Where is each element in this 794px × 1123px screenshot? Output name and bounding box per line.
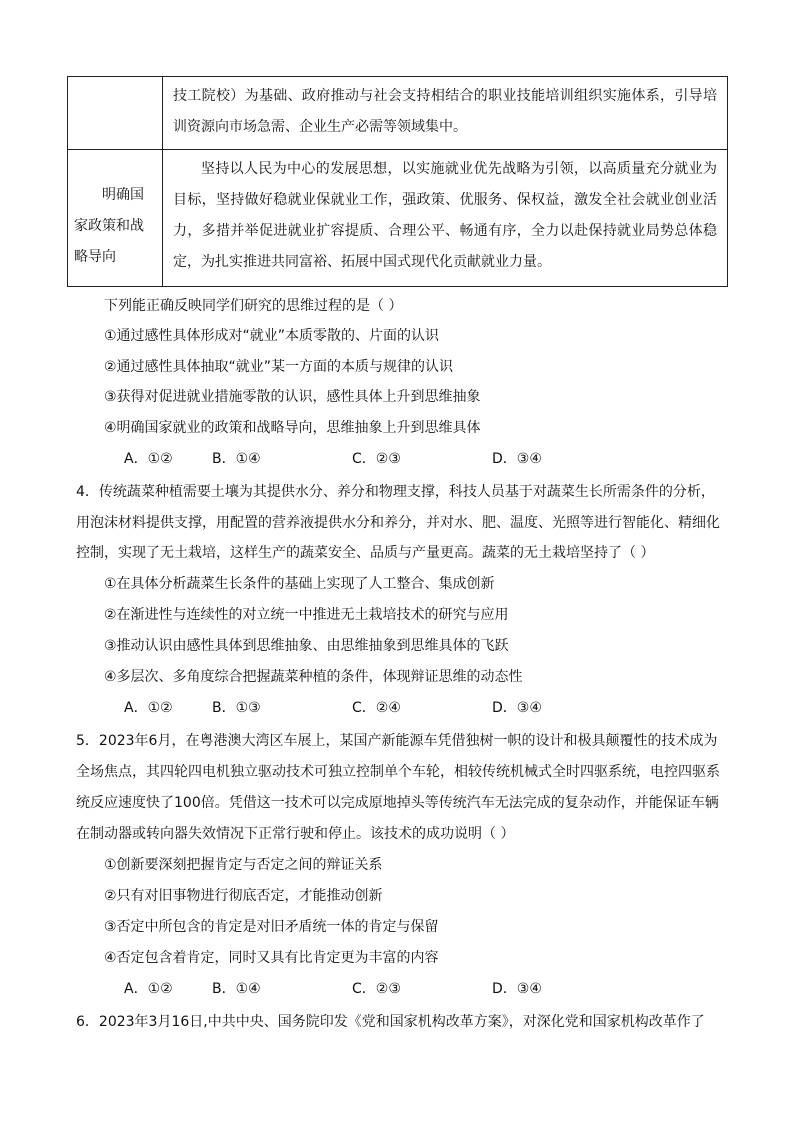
q4-option-4: ④多层次、多角度综合把握蔬菜种植的条件，体现辩证思维的动态性 [104,669,523,685]
q4-choice-d: D．③④ [492,700,542,716]
q4-choice-a: A．①② [124,700,173,716]
q3-choice-b: B．①④ [212,451,261,467]
q5-choice-b: B．①④ [212,981,261,997]
q3-option-2: ②通过感性具体抽取“就业”某一方面的本质与规律的认识 [104,359,454,375]
table-row [68,77,728,150]
q3-stem: 下列能正确反映同学们研究的思维过程的是（ ） [104,298,403,314]
q5-option-3: ③否定中所包含的肯定是对旧矛盾统一体的肯定与保留 [104,919,439,935]
q4-option-2: ②在渐进性与连续性的对立统一中推进无土栽培技术的研究与应用 [104,607,509,623]
q5-stem-line-3: 统反应速度快了100倍。凭借这一技术可以完成原地掉头等传统汽车无法完成的复杂动作，并能保证车辆 [76,795,719,811]
q5-option-4: ④否定包含着肯定，同时又具有比肯定更为丰富的内容 [104,950,439,966]
table-cell-empty [68,77,163,150]
q5-stem-line-4: 在制动器或转向器失效情况下正常行驶和停止。该技术的成功说明（ ） [76,826,515,842]
q4-stem-line-2: 用泡沫材料提供支撑，用配置的营养液提供水分和养分，并对水、肥、温度、光照等进行智能化、精细化 [76,515,720,531]
table-row2-label: 明确国家政策和战略导向 [74,187,144,265]
q5-stem-line-2: 全场焦点，其四轮四电机独立驱动技术可独立控制单个车轮，相较传统机械式全时四驱系统，电控四驱系 [76,764,720,780]
q5-choice-a: A．①② [124,981,173,997]
q5-option-2: ②只有对旧事物进行彻底否定，才能推动创新 [104,888,383,904]
q3-choice-a: A．①② [124,451,173,467]
q5-stem-line-1: 5．2023年6月，在粤港澳大湾区车展上，某国产新能源车凭借独树一帜的设计和极具颠覆性的技术成为 [76,733,718,749]
table-cell [163,150,728,287]
q5-option-1: ①创新要深刻把握肯定与否定之间的辩证关系 [104,857,383,873]
q5-choice-d: D．③④ [492,981,542,997]
table-cell [68,150,163,287]
q4-stem-line-1: 4．传统蔬菜种植需要土壤为其提供水分、养分和物理支撑，科技人员基于对蔬菜生长所需条件的分析， [76,484,715,500]
table-row2-text: 坚持以人民为中心的发展思想，以实施就业优先战略为引领，以高质量充分就业为目标，坚持做好稳就业保就业工作，强政策、优服务、保权益，激发全社会就业创业活力，多措并举促进就业扩容提质、合理公平、畅通有序，全力以赴保持就业局势总体稳定，为扎实推进共同富裕、拓展中国式现代化贡献就业力量。 [173,161,717,270]
q4-option-1: ①在具体分析蔬菜生长条件的基础上实现了人工整合、集成创新 [104,576,495,592]
table-row1-text: 技工院校）为基础、政府推动与社会支持相结合的职业技能培训组织实施体系，引导培训资源向市场急需、企业生产必需等领域集中。 [173,88,717,135]
q3-option-1: ①通过感性具体形成对“就业”本质零散的、片面的认识 [104,328,440,344]
q3-choice-d: D．③④ [492,451,542,467]
q3-option-4: ④明确国家就业的政策和战略导向，思维抽象上升到思维具体 [104,420,481,436]
q4-stem-line-3: 控制，实现了无土栽培，这样生产的蔬菜安全、品质与产量更高。蔬菜的无土栽培坚持了（ ） [76,545,655,561]
q3-option-3: ③获得对促进就业措施零散的认识，感性具体上升到思维抽象 [104,389,481,405]
q3-choice-c: C．②③ [352,451,401,467]
q4-choice-b: B．①③ [212,700,261,716]
table-row [68,150,728,287]
q5-choice-c: C．②③ [352,981,401,997]
q4-option-3: ③推动认识由感性具体到思维抽象、由思维抽象到思维具体的飞跃 [104,638,509,654]
q4-choice-c: C．②④ [352,700,401,716]
research-table [67,76,728,287]
table-cell [163,77,728,150]
q6-stem-line-1: 6．2023年3月16日,中共中央、国务院印发《党和国家机构改革方案》，对深化党和国家机构改革作了 [76,1014,705,1030]
